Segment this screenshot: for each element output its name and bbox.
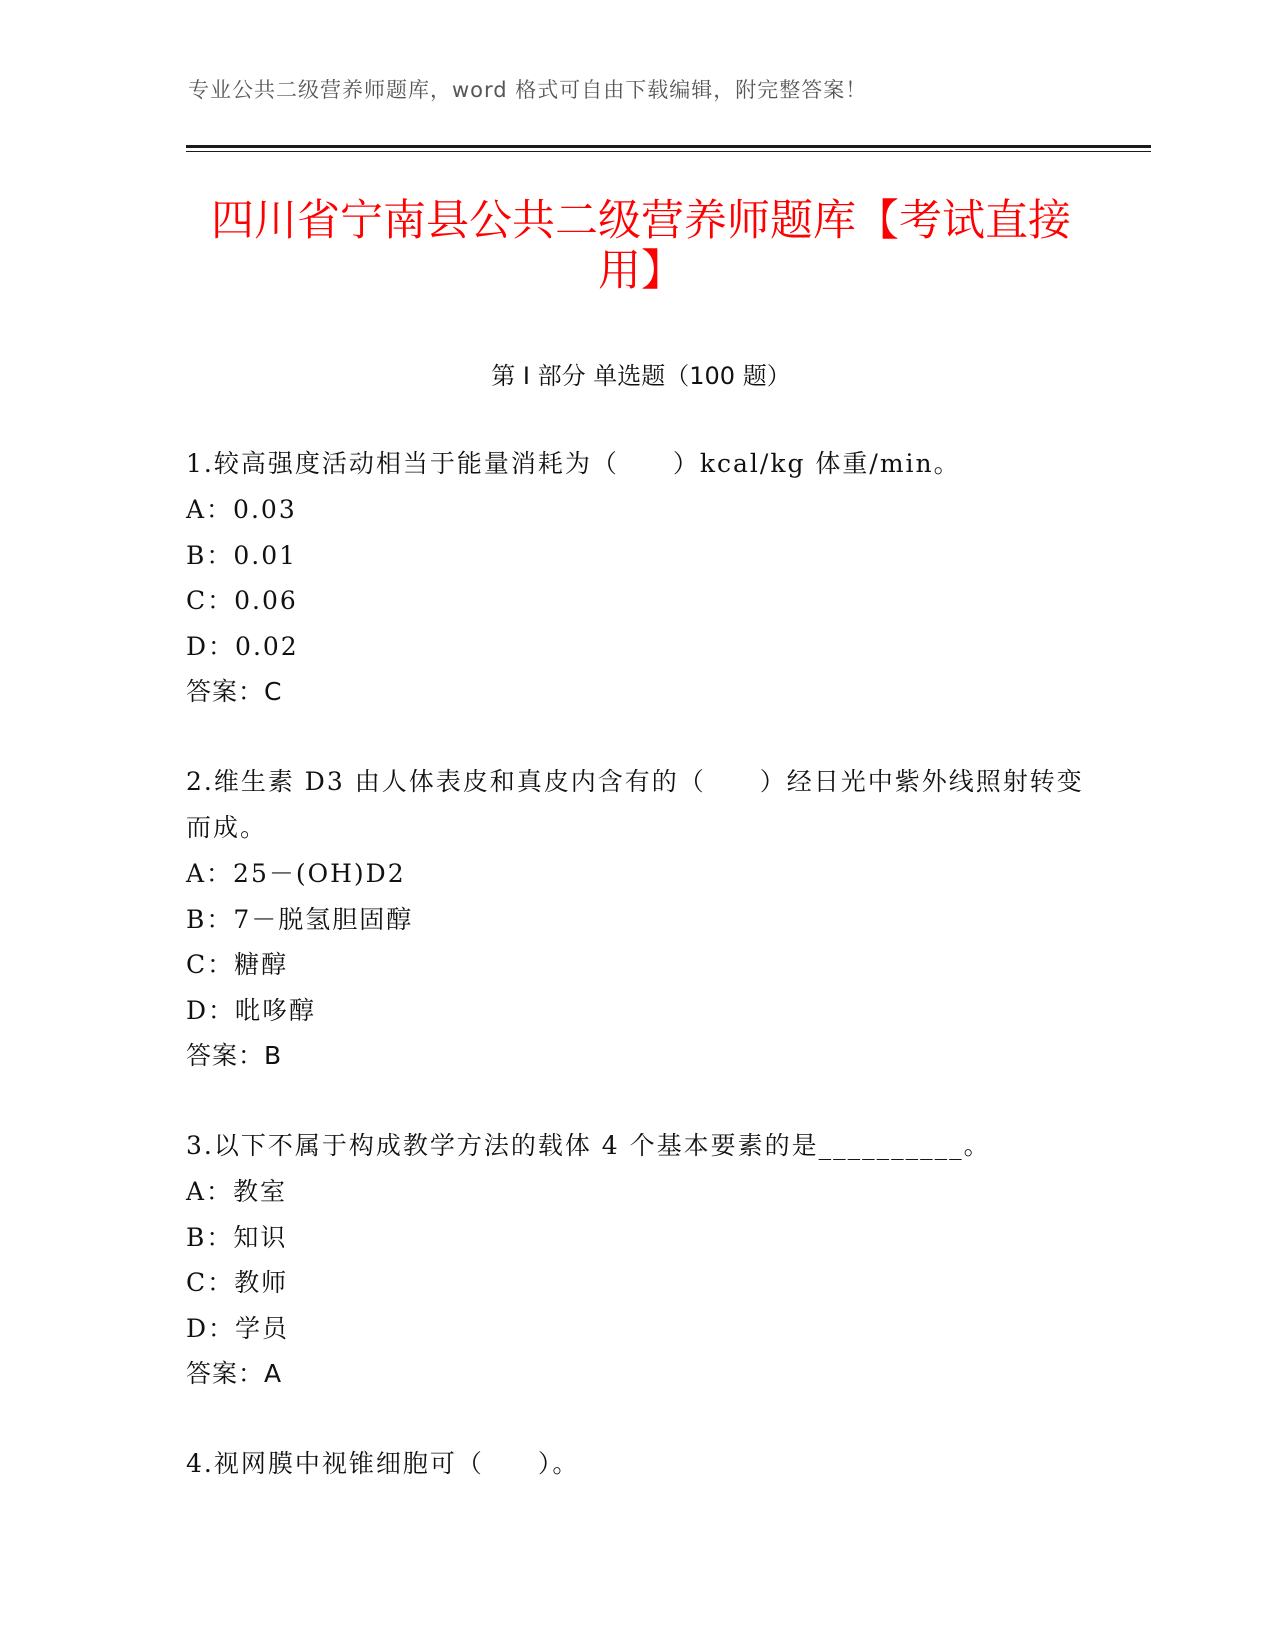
question-4 xyxy=(186,1441,1086,1487)
question-3 xyxy=(186,1123,1086,1397)
answer-line: 答案：A xyxy=(186,1359,283,1388)
option-b: B：知识 xyxy=(186,1222,288,1252)
header-divider-thin xyxy=(186,151,1151,152)
document-title: 四川省宁南县公共二级营养师题库【考试直接用】 xyxy=(211,196,1071,296)
option-d: D：学员 xyxy=(186,1313,290,1343)
header-note: 专业公共二级营养师题库，word 格式可自由下载编辑，附完整答案！ xyxy=(188,78,868,102)
answer-line: 答案：B xyxy=(186,1041,283,1070)
question-stem: 1.较高强度活动相当于能量消耗为（ ）kcal/kg 体重/min。 xyxy=(186,449,961,478)
question-stem: 3.以下不属于构成教学方法的载体 4 个基本要素的是__________。 xyxy=(186,1131,991,1160)
option-d: D：吡哆醇 xyxy=(186,995,317,1025)
option-c: C：教师 xyxy=(186,1268,289,1297)
question-stem: 4.视网膜中视锥细胞可（ ）。 xyxy=(186,1449,580,1478)
option-a: A：教室 xyxy=(186,1177,288,1206)
question-1 xyxy=(186,441,1086,715)
answer-line: 答案：C xyxy=(186,677,283,706)
option-a: A：25－(OH)D2 xyxy=(186,859,406,888)
option-c: C：糖醇 xyxy=(186,950,289,979)
question-2 xyxy=(186,759,1086,1079)
option-d: D：0.02 xyxy=(186,631,299,661)
header-divider-thick xyxy=(186,145,1151,148)
option-b: B：0.01 xyxy=(186,540,298,570)
section-heading: 第 I 部分 单选题（100 题） xyxy=(491,362,791,390)
option-c: C：0.06 xyxy=(186,586,298,615)
option-a: A：0.03 xyxy=(186,495,297,524)
question-stem: 2.维生素 D3 由人体表皮和真皮内含有的（ ）经日光中紫外线照射转变而成。 xyxy=(186,767,1084,842)
option-b: B：7－脱氢胆固醇 xyxy=(186,904,414,934)
